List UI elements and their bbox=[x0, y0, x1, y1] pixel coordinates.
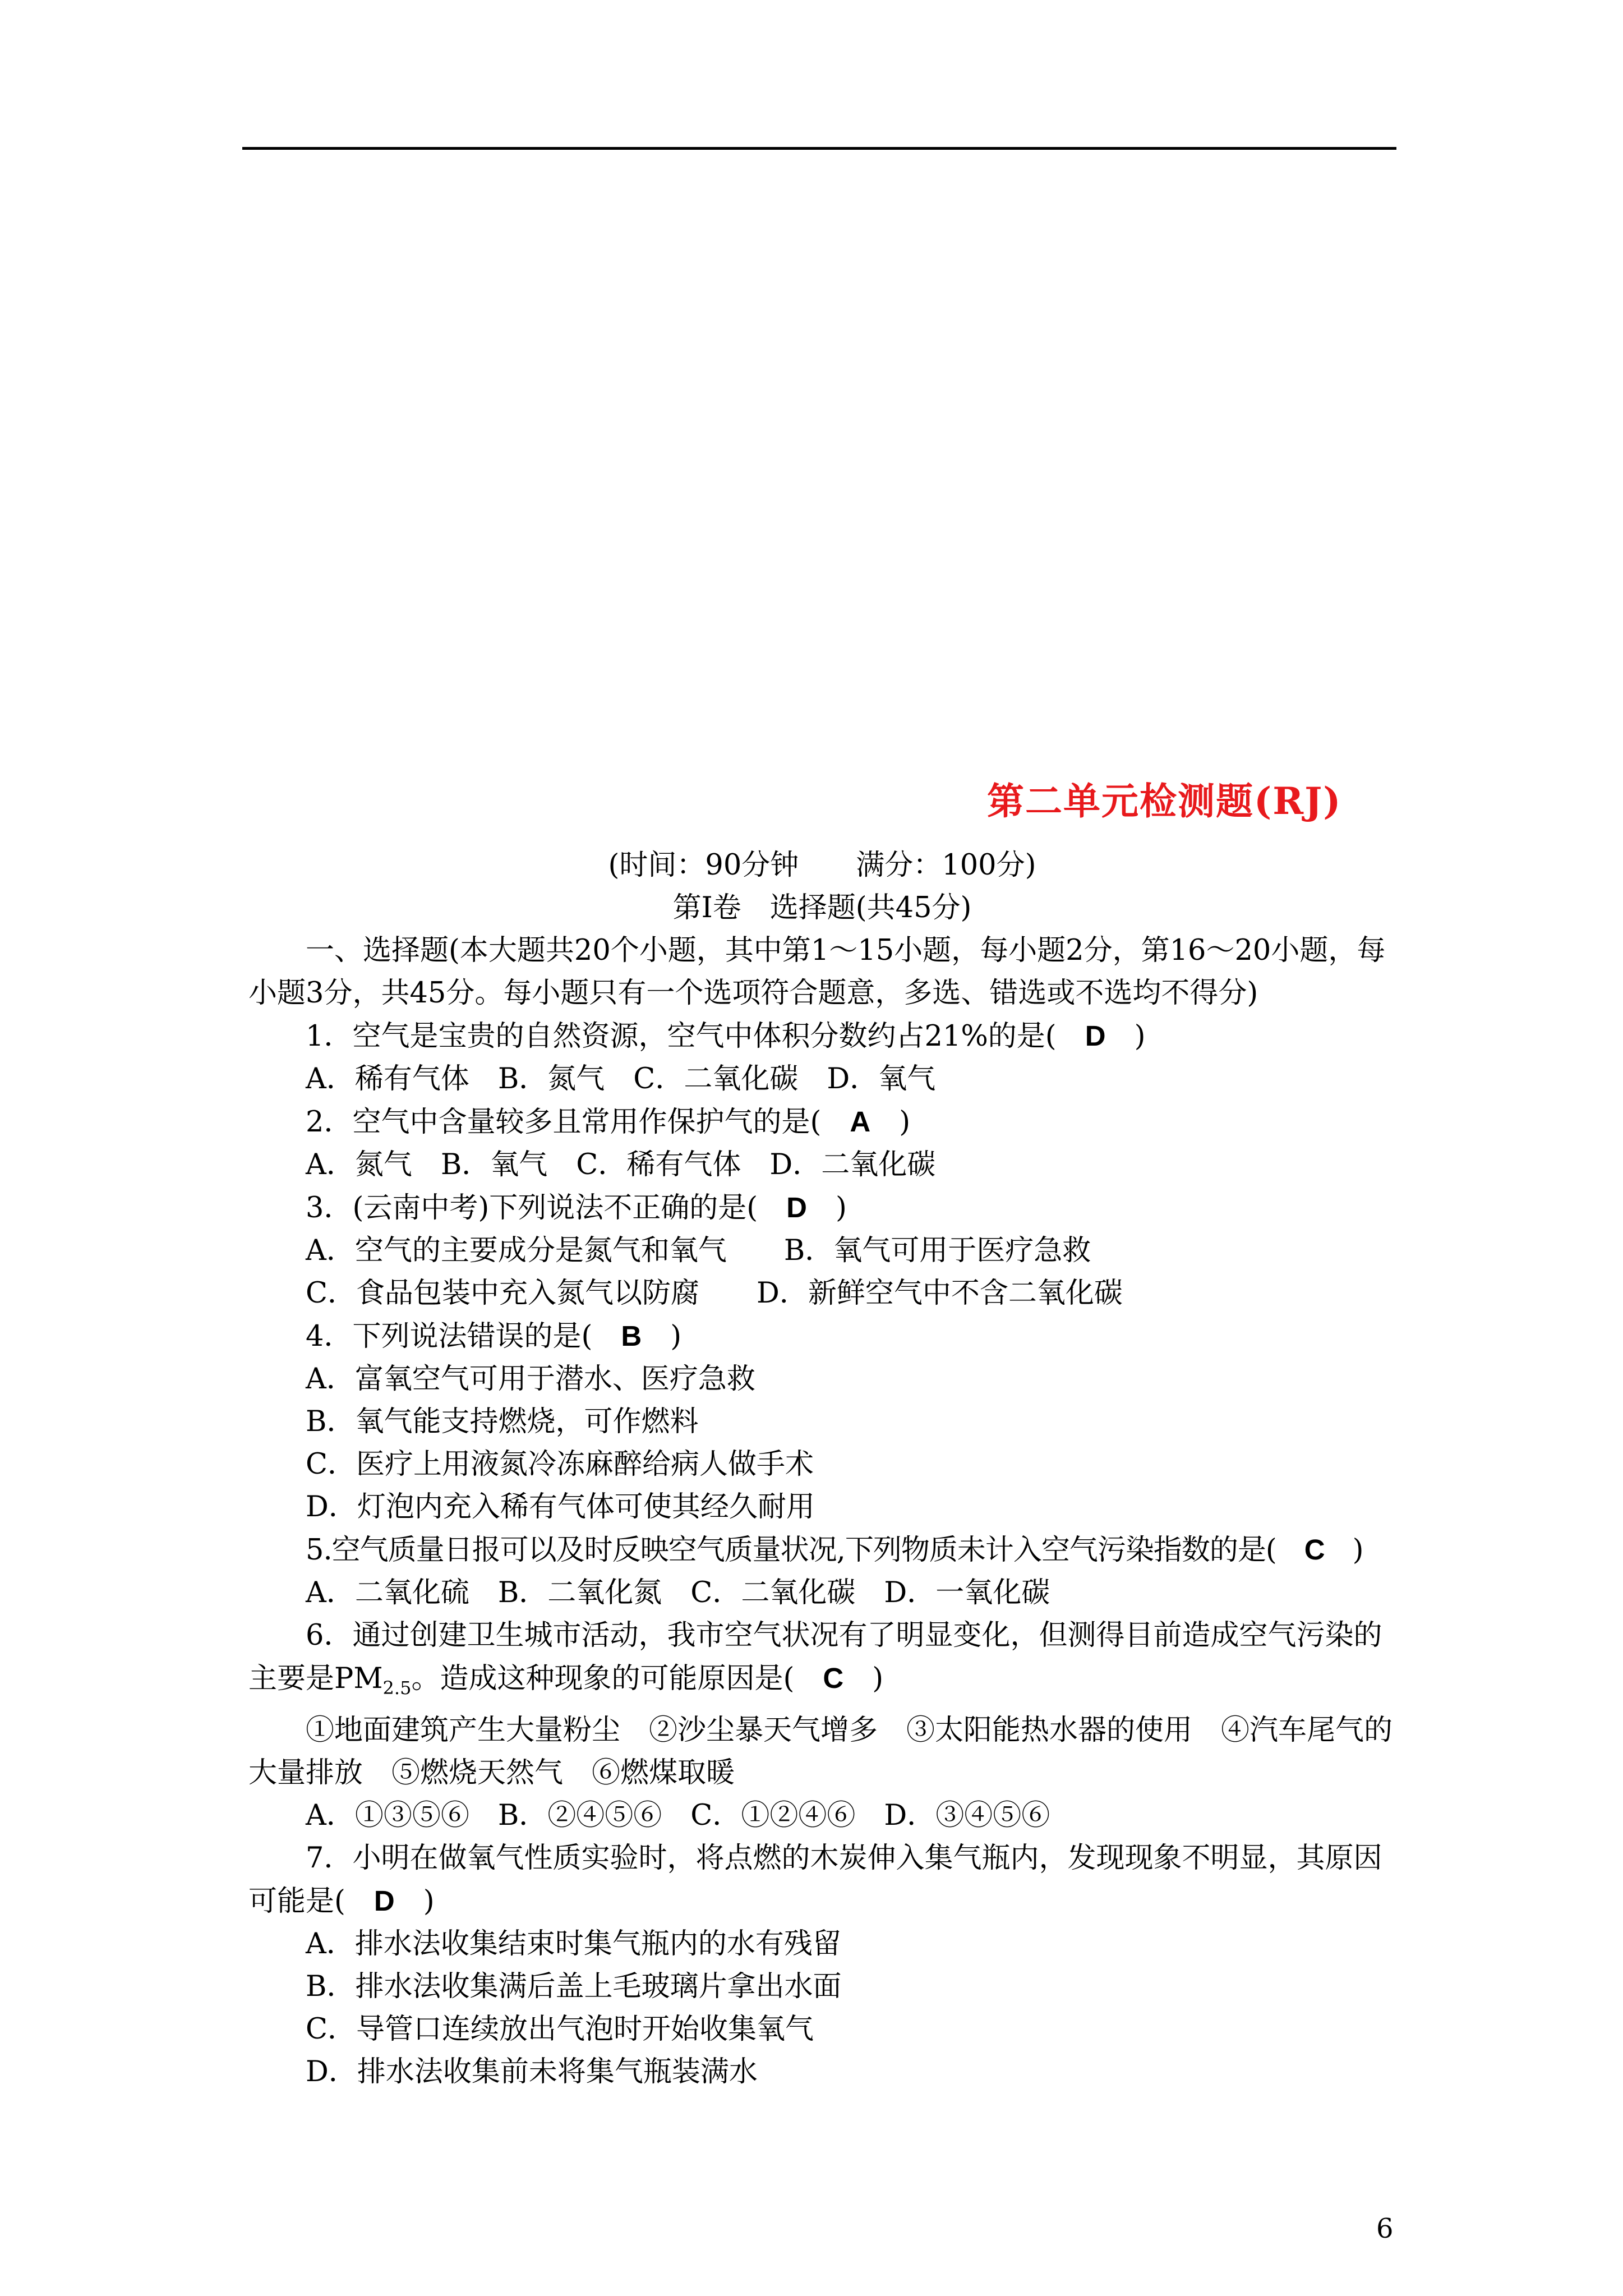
answer-letter: D bbox=[374, 1885, 395, 1917]
exam-content bbox=[248, 844, 1396, 2093]
question-option: B．排水法收集满后盖上毛玻璃片拿出水面 bbox=[306, 1970, 842, 2004]
question-option: D．灯泡内充入稀有气体可使其经久耐用 bbox=[306, 1490, 815, 1524]
question-stem: 5.空气质量日报可以及时反映空气质量状况,下列物质未计入空气污染指数的是( C ) bbox=[306, 1534, 1363, 1567]
answer-letter: D bbox=[1085, 1020, 1106, 1052]
question-statements: ①地面建筑产生大量粉尘 ②沙尘暴天气增多 ③太阳能热水器的使用 ④汽车尾气的大量排放 ⑤燃烧天然气 ⑥燃煤取暖 bbox=[248, 1714, 1393, 1790]
page-title: 第二单元检测题(RJ) bbox=[987, 779, 1342, 823]
question-option: B．氧气能支持燃烧，可作燃料 bbox=[306, 1405, 699, 1438]
question-option: C．导管口连续放出气泡时开始收集氧气 bbox=[306, 2013, 814, 2046]
question-option: D．排水法收集前未将集气瓶装满水 bbox=[306, 2055, 758, 2089]
question-options: A．二氧化硫 B．二氧化氮 C．二氧化碳 D．一氧化碳 bbox=[306, 1576, 1050, 1609]
answer-letter: D bbox=[786, 1191, 807, 1223]
header-rule bbox=[242, 147, 1396, 150]
question-options: C．食品包装中充入氮气以防腐 D．新鲜空气中不含二氧化碳 bbox=[306, 1277, 1123, 1310]
question-options: A．稀有气体 B．氮气 C．二氧化碳 D．氧气 bbox=[306, 1062, 936, 1096]
answer-letter: C bbox=[823, 1662, 844, 1694]
question-stem: 3．(云南中考)下列说法不正确的是( D ) bbox=[306, 1191, 847, 1225]
question-stem: 2．空气中含量较多且常用作保护气的是( A ) bbox=[306, 1106, 911, 1139]
question-stem: 1．空气是宝贵的自然资源，空气中体积分数约占21%的是( D ) bbox=[306, 1020, 1146, 1053]
answer-letter: B bbox=[621, 1320, 642, 1352]
page-number: 6 bbox=[1376, 2213, 1394, 2244]
section-heading: 第Ⅰ卷 选择题(共45分) bbox=[672, 891, 972, 924]
question-options: A．①③⑤⑥ B．②④⑤⑥ C．①②④⑥ D．③④⑤⑥ bbox=[306, 1799, 1050, 1833]
question-options: A．空气的主要成分是氮气和氧气 B．氧气可用于医疗急救 bbox=[306, 1234, 1091, 1267]
question-stem: 4．下列说法错误的是( B ) bbox=[306, 1320, 682, 1353]
time-score-line: (时间：90分钟 满分：100分) bbox=[608, 849, 1036, 882]
question-stem: 6．通过创建卫生城市活动，我市空气状况有了明显变化，但测得目前造成空气污染的主要是$PM_{2.5}$。造成这种现象的可能原因是( C ) bbox=[248, 1619, 1382, 1699]
answer-letter: A bbox=[850, 1106, 871, 1138]
question-option: A．富氧空气可用于潜水、医疗急救 bbox=[306, 1363, 755, 1396]
question-option: A．排水法收集结束时集气瓶内的水有残留 bbox=[306, 1927, 841, 1961]
answer-letter: C bbox=[1304, 1534, 1325, 1566]
question-option: C．医疗上用液氮冷冻麻醉给病人做手术 bbox=[306, 1448, 814, 1481]
question-stem: 7．小明在做氧气性质实验时，将点燃的木炭伸入集气瓶内，发现现象不明显，其原因可能是( D ) bbox=[248, 1842, 1382, 1918]
instructions: 一、选择题(本大题共20个小题，其中第1～15小题，每小题2分，第16～20小题，每小题3分，共45分。每小题只有一个选项符合题意，多选、错选或不选均不得分) bbox=[248, 934, 1386, 1010]
question-options: A．氮气 B．氧气 C．稀有气体 D．二氧化碳 bbox=[306, 1148, 936, 1181]
